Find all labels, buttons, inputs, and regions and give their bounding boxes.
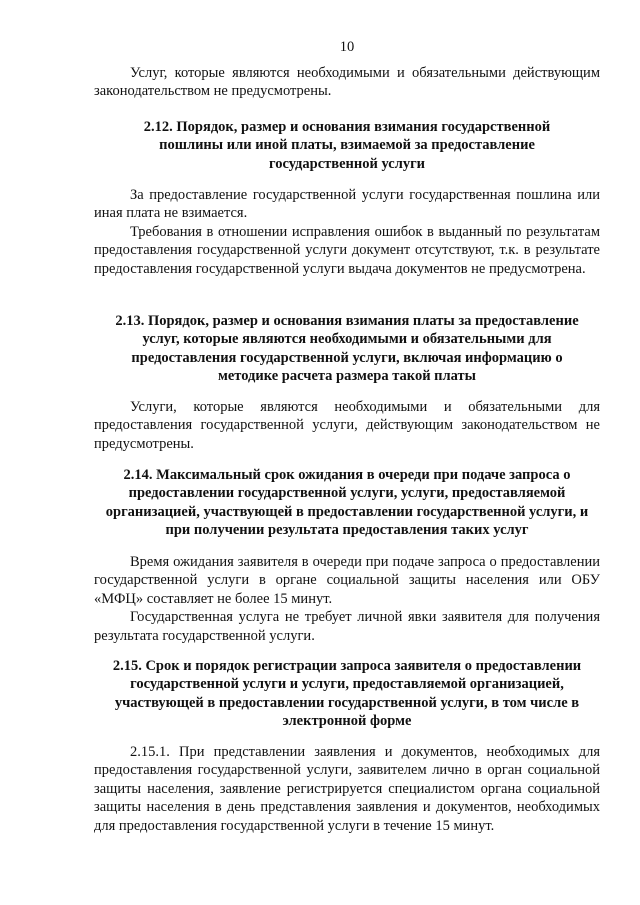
section-2-15-body <box>94 743 600 835</box>
section-paragraph: Требования в отношении исправления ошибок в выданный по результатам предоставления государственной услуги документ отсутствуют, т.к. в результате предоставления государственной услуги выдача документов не предусмотрена. <box>94 223 600 277</box>
section-paragraph: Государственная услуга не требует личной явки заявителя для получения результата государственной услуги. <box>94 609 600 644</box>
section-heading: 2.13. Порядок, размер и основания взимания платы за предоставление услуг, которые являются необходимыми и обязательными для предоставления государственной услуги, включая информацию о методике расчета размера такой платы <box>115 313 579 385</box>
section-heading: 2.12. Порядок, размер и основания взимания государственной пошлины или иной платы, взимаемой за предоставление государственной услуги <box>143 119 551 172</box>
section-2-12-body <box>94 186 600 278</box>
section-2-13-body <box>94 398 600 453</box>
section-2-14-body <box>94 553 600 645</box>
section-paragraph: 2.15.1. При представлении заявления и документов, необходимых для предоставления государственной услуги, заявителем лично в орган социальной защиты населения, заявление регистрируется специалистом органа социальной защиты населения в день представления заявления и документов, необходимых для предоставления государственной услуги в течение 15 минут. <box>94 744 600 834</box>
page-number: 10 <box>339 39 355 55</box>
section-2-12-heading-block <box>94 118 600 173</box>
section-paragraph: За предоставление государственной услуги государственная пошлина или иная плата не взимается. <box>94 187 600 222</box>
section-2-13-heading-block <box>94 312 600 386</box>
section-2-14-heading-block <box>94 466 600 540</box>
intro-block <box>94 64 600 101</box>
section-2-15-heading-block <box>94 657 600 731</box>
section-heading: 2.14. Максимальный срок ожидания в очереди при подаче запроса о предоставлении государственной услуги, услуги, предоставляемой организацией, участвующей в предоставлении государственной услуги, и при получении результата предоставления таких услуг <box>105 467 589 539</box>
section-paragraph: Время ожидания заявителя в очереди при подаче запроса о предоставлении государственной услуги в органе социальной защиты населения или ОБУ «МФЦ» составляет не более 15 минут. <box>94 554 600 607</box>
section-paragraph: Услуги, которые являются необходимыми и обязательными для предоставления государственной услуги, действующим законодательством не предусмотрены. <box>94 399 600 452</box>
section-heading: 2.15. Срок и порядок регистрации запроса заявителя о предоставлении государственной услуги и услуги, предоставляемой организацией, участвующей в предоставлении государственной услуги, в том числе в электронной форме <box>112 658 582 730</box>
intro-paragraph: Услуг, которые являются необходимыми и обязательными действующим законодательством не предусмотрены. <box>94 65 600 100</box>
